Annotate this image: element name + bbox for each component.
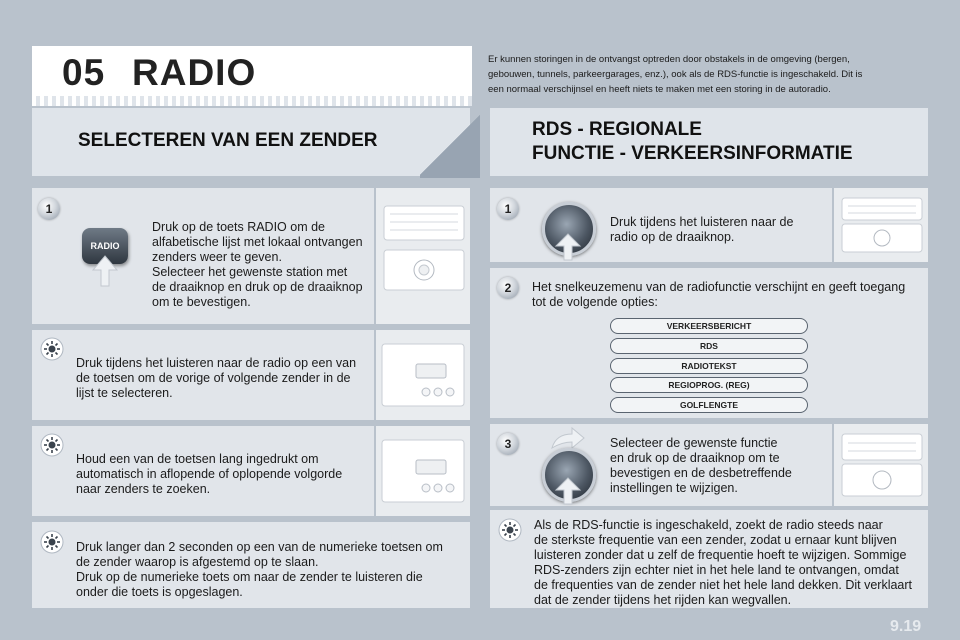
intro-line: gebouwen, tunnels, parkeergarages, enz.), ook als de RDS-functie is ingeschakeld. Dit is (488, 69, 863, 80)
text-line: luisteren zonder dat u zelf de frequentie hoeft te wijzigen. Sommige (534, 548, 907, 562)
tip-icon (40, 337, 64, 361)
text-line: Druk op de toets RADIO om de (152, 220, 325, 234)
text-line: onder die toets is opgeslagen. (76, 585, 243, 599)
text-line: instellingen te wijzigen. (610, 481, 738, 495)
menu-option-radiotekst[interactable]: RADIOTEKST (610, 358, 808, 374)
step-badge: 1 (497, 198, 519, 220)
text-line: de draaiknop en druk op de draaiknop (152, 280, 363, 294)
right-title-line: FUNCTIE - VERKEERSINFORMATIE (532, 143, 853, 164)
chapter-number: 05 (62, 52, 106, 93)
right-step3-text (610, 436, 830, 496)
menu-option-golflengte[interactable]: GOLFLENGTE (610, 397, 808, 413)
left-section-title: SELECTEREN VAN EEN ZENDER (78, 130, 378, 151)
text-line: de sterkste frequentie van een zender, zodat u ernaar kunt blijven (534, 533, 897, 547)
tip-icon (498, 518, 522, 542)
text-line: bevestigen en de desbetreffende (610, 466, 792, 480)
radio-keys-icon (376, 330, 470, 420)
intro-line: een normaal verschijnsel en heeft niets te maken met een storing in de autoradio. (488, 84, 831, 95)
radio-keys-thumbnail (376, 426, 470, 516)
tip-icon (40, 433, 64, 457)
left-tip3-text (76, 540, 466, 600)
text-line: de frequenties van de zender niet het hele land dekken. Dit verklaart (534, 578, 913, 592)
right-title-line: RDS - REGIONALE (532, 119, 702, 140)
press-arrow-icon (90, 254, 120, 288)
text-line: alfabetische lijst met lokaal ontvangen (152, 235, 363, 249)
radio-unit-icon (376, 188, 470, 324)
header-ribbon (32, 96, 472, 106)
press-arrow-icon (553, 476, 583, 506)
radio-keys-icon (376, 426, 470, 516)
text-line: RDS-zenders zijn echter niet in het hele land te ontvangen, omdat (534, 563, 899, 577)
tip-icon (40, 530, 64, 554)
menu-option-rds[interactable]: RDS (610, 338, 808, 354)
text-line: radio op de draaiknop. (610, 230, 735, 244)
diagonal-accent (420, 112, 480, 178)
text-line: automatisch in aflopende of oplopende volgorde (76, 467, 343, 481)
right-tip-text (534, 518, 926, 608)
text-line: Het snelkeuzemenu van de radiofunctie verschijnt en geeft toegang (532, 280, 906, 294)
chapter-title: RADIO (132, 52, 257, 93)
text-line: lijst te selecteren. (76, 386, 173, 400)
text-line: dat de zender tijdens het rijden kan wegvallen. (534, 593, 792, 607)
intro-line: Er kunnen storingen in de ontvangst optreden door obstakels in de omgeving (bergen, (488, 54, 850, 65)
step-badge: 3 (497, 433, 519, 455)
text-line: de zender waarop is afgestemd op te slaan. (76, 555, 319, 569)
text-line: Houd een van de toetsen lang ingedrukt om (76, 452, 319, 466)
text-line: Druk langer dan 2 seconden op een van de numerieke toetsen om (76, 540, 443, 554)
text-line: de toetsen om de vorige of volgende zender in de (76, 371, 351, 385)
press-arrow-icon (553, 232, 583, 262)
radio-unit-icon (834, 188, 928, 262)
text-line: Selecteer de gewenste functie (610, 436, 778, 450)
step-badge: 2 (497, 277, 519, 299)
text-line: zenders weer te geven. (152, 250, 282, 264)
text-line: naar zenders te zoeken. (76, 482, 211, 496)
radio-keys-thumbnail (376, 330, 470, 420)
right-step1-text (610, 215, 830, 245)
text-line: Als de RDS-functie is ingeschakeld, zoekt de radio steeds naar (534, 518, 883, 532)
text-line: tot de volgende opties: (532, 295, 658, 309)
text-line: en druk op de draaiknop om te (610, 451, 780, 465)
menu-option-verkeersbericht[interactable]: VERKEERSBERICHT (610, 318, 808, 334)
menu-option-regioprog[interactable]: REGIOPROG. (REG) (610, 377, 808, 393)
intro-note (488, 52, 928, 97)
radio-unit-icon (834, 424, 928, 506)
page-number: 9.19 (890, 618, 922, 635)
left-step1-text (152, 220, 372, 310)
text-line: Druk op de numerieke toets om naar de zender te luisteren die (76, 570, 423, 584)
step-badge: 1 (38, 198, 60, 220)
text-line: Druk tijdens het luisteren naar de radio op een van (76, 356, 357, 370)
text-line: Selecteer het gewenste station met (152, 265, 348, 279)
radio-unit-thumbnail (376, 188, 470, 324)
left-tip1-text (76, 356, 372, 401)
left-tip2-text (76, 452, 372, 497)
right-step2-text (532, 280, 924, 310)
text-line: om te bevestigen. (152, 295, 251, 309)
text-line: Druk tijdens het luisteren naar de (610, 215, 794, 229)
radio-unit-thumbnail (834, 188, 928, 262)
right-section-title (532, 118, 853, 166)
radio-unit-thumbnail (834, 424, 928, 506)
radio-button-illustration: RADIO (82, 228, 128, 264)
